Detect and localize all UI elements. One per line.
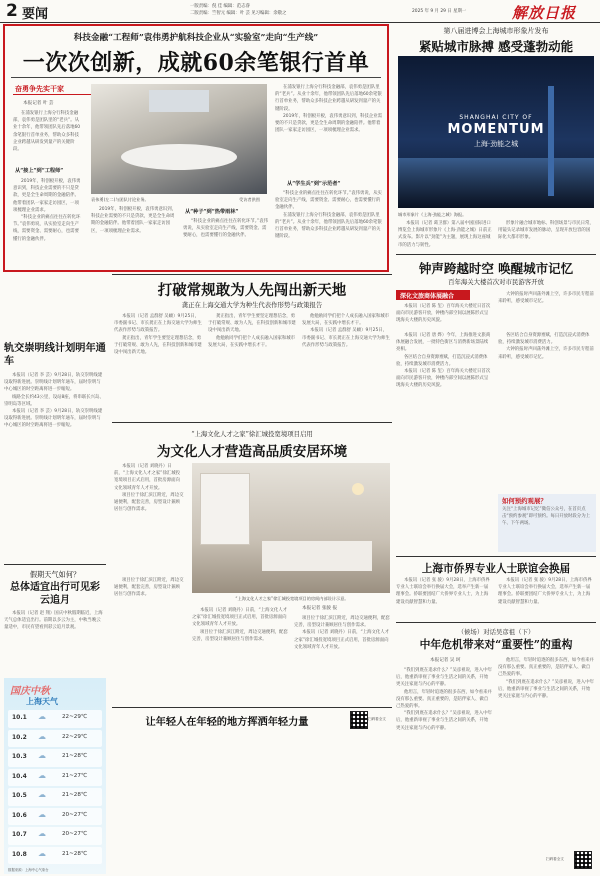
interview-story [396,622,596,875]
forecast-row [8,769,102,787]
poster-title-line1: SHANGHAI CITY OF [459,114,533,121]
weather-q-body: 本报讯（记者 赵 翔）国庆中秋假期临近，上海天气总体适宜出行。前期以多云为主，中秋当晚云量适中，市民有望看到彩云追月景观。 [4,611,103,631]
talent-body-col-2: 项目位于徐汇滨江附近，周边交通便利，配套完善，房型设计兼顾居住与创作需求。 [114,578,184,598]
interview-headline: 中年危机带来对“重要性”的重构 [419,638,573,651]
forecast-date: 10.5 [12,792,27,799]
forecast-rows [8,710,102,866]
cloud-sun-icon: ☁ [38,809,46,819]
interview-body-col-2: 他坦言，年轻时追逐的很多东西，如今看来并没有那么重要。真正重要的，是陪伴家人、做自己热爱的事。 “我们到底在追求什么？”吴彦祖说，进入中年后，他重新审视了事业与生活之间的关系，开始更关注家庭与内心的平静。 [498,658,594,700]
forecast-range: 21~28℃ [62,850,88,857]
metro-body: 本报讯（记者 李 芸）9月28日，轨交崇明线建设取得新进展。崇明线计划明年通车，届时崇明与中心城区的时空距离将进一步缩短。 线路全长约43公里，设站8座，将串联长兴岛、崇明岛等区域。 本报讯（记者 李 芸）9月28日，轨交崇明线建设取得新进展。崇明线计划明年通车，届时崇明与中心城区的时空距离将进一步缩短。 [4,373,104,429]
lead-photo-credit: 受访者供图 [239,197,260,202]
forecast-range: 21~28℃ [62,792,88,798]
bell-headline: 钟声跨越时空 唤醒城市记忆 [418,261,574,276]
photo-table [121,144,237,170]
pioneer-headline: 打破常规敢为人先闯出新天地 [157,282,347,299]
forecast-panel [4,678,106,874]
poster-title-cn: 上海·劲能之城 [473,140,519,148]
how-to-book-text: 关注“上海城市记忆”微信公众号，在首页点击“预约参观”即可预约。每日开放时段分为上午、下午两场。 [502,507,590,527]
bell-tag-text: 深化文旅商体展融合 [400,293,455,300]
bell-story [396,254,596,331]
momentum-body-col-2: 形象片融合城市地标、科创场景与市民日常，用镜头记录城市发展的脉动，呈现开放包容的国际化大都市形象。 [498,221,594,241]
window-shape [200,473,250,545]
forecast-range: 22~29℃ [62,733,88,740]
lead-headline: 一次次创新，成就60余笔银行首单 [22,50,370,76]
momentum-poster [398,56,594,208]
poster-title-line2: MOMENTUM [447,122,545,137]
youth-qr-code[interactable] [350,711,368,729]
bell-deck: 百年海关大楼首次对市民游客开放 [448,278,544,286]
interview-body-col-1: “我们到底在追求什么？”吴彦祖说，进入中年后，他重新审视了事业与生活之间的关系，开始更关注家庭与内心的平静。 他坦言，年轻时追逐的很多东西，如今看来并没有那么重要。真正重要的，是陪伴家人、做自己热爱的事。 “我们到底在追求什么？”吴彦祖说，进入中年后，他重新审视了事业与生活之间的关系，开始更关注家庭与内心的平静。 [396,668,492,731]
youth-qr-label: 扫码看全文 [368,717,386,721]
cloud-sun-icon: ☁ [38,751,46,760]
talent-byline: 本报记者 张骏 报 [302,606,338,611]
talent-body-col-3: 本报讯（记者 刘晓丹）日前，“上海文化人才之家”徐汇城投宽境项目正式启用，首批房源面向文化领域青年人才开放。 项目位于徐汇滨江附近，周边交通便利，配套完善，房型设计兼顾居住与创作需求。 [192,608,288,642]
youth-headline: 让年轻人在年轻的地方挥洒年轻力量 [145,716,309,728]
forecast-row [8,730,102,748]
page-number: 2 [6,1,18,21]
lead-subhead-2: 从“种子”到“热带雨林” [185,209,239,215]
momentum-story [396,24,596,254]
overseas-body-col-1: 本报讯（记者 张 骏）9月28日，上海市侨界专业人士联谊会举行换届大会，选举产生新一届理事会。侨联要团结广大侨界专业人士，为上海建设贡献智慧和力量。 [396,578,490,605]
overseas-body-col-2: 本报讯（记者 张 骏）9月28日，上海市侨界专业人士联谊会举行换届大会，选举产生新一届理事会。侨联要团结广大侨界专业人士，为上海建设贡献智慧和力量。 [498,578,592,605]
momentum-headline: 紧贴城市脉搏 感受蓬勃动能 [418,39,574,54]
forecast-row [8,808,102,826]
lamp-shape [352,483,364,495]
metro-headline: 轨交崇明线计划明年通车 [4,342,106,367]
momentum-caption: 城市形象片《上海·劲能之城》海报。 [398,212,467,217]
bed-shape [262,541,372,571]
forecast-date: 10.8 [12,850,27,858]
cloud-sun-icon: ☁ [38,848,46,858]
pioneer-body-col-3: 他勉励同学们把个人成长融入国家和城市发展大局，在实践中增长才干。 本报讯（记者 孟群舒 吴頔）9月25日，市委副书记、市长龚正在上海交通大学为师生代表作形势与政策报告。 [302,314,390,348]
forecast-row [8,788,102,806]
talent-caption: “上海文化人才之家”徐汇城投宽境项目的房间内部设计示意。 [235,596,349,601]
left-sidebar [4,274,106,874]
forecast-range: 20~27℃ [62,811,88,818]
lead-subhead-3: 从“学生兵”到“示范者” [287,181,341,187]
interview-kicker: （候场）对话吴彦祖（下） [457,628,535,636]
talent-headline: 为文化人才营造高品质安居环境 [156,444,348,460]
linjia-body-col-2: 各区结合自身资源禀赋，打造沉浸式消费体验，持续激发城市消费活力。 大钟的报时声回荡外滩上空，许多市民专程前来聆听，感受城市记忆。 [498,333,594,360]
section-name: 要闻 [22,7,49,22]
skyline-shape [398,158,594,208]
linjia-body-col-1: 本报讯（记者 唐 烨）今年，上海推进文旅商体展融合发展，一批特色街区与消费新场景陆续亮相。 各区结合自身资源禀赋，打造沉浸式消费体验，持续激发城市消费活力。 本报讯（记者 陈 玺）百年海关大楼近日首次面向市民游客开放，钟楼内部空间以展陈形式呈现海关大楼的历史风貌。 [396,333,491,389]
editor-line-2: 二版责编：竺智元 编辑：叶 芸 见习编辑：余敬之 [190,11,287,16]
forecast-range: 20~27℃ [62,831,88,837]
forecast-date: 10.6 [12,811,27,819]
forecast-row [8,827,102,845]
cloud-sun-icon: ☁ [38,790,46,799]
forecast-footer: 数据来源：上海中心气象台 [8,868,49,872]
lead-kicker: 科技金融“工程师”袁伟勇护航科技企业从“实验室”走向“生产线” [73,33,319,43]
lead-photo [91,84,267,194]
lead-subhead-1: 从“接上”到“工程师” [15,168,64,174]
momentum-body-col-1: 本报讯（记者 葛卫群）第八届中国国际进口博览会上海城市形象片《上海·劲能之城》日前正式发布。影片以“劲能”为主题，展现上海这座城市的活力与韧性。 [398,221,492,248]
talent-story [112,422,392,851]
overseas-headline: 上海市侨界专业人士联谊会换届 [421,563,571,575]
talent-body-col-4: 项目位于徐汇滨江附近，周边交通便利，配套完善，房型设计兼顾居住与创作需求。 本报讯（记者 刘晓丹）日前，“上海文化人才之家”徐汇城投宽境项目正式启用，首批房源面向文化领域青年人才开放。 [294,616,390,650]
interview-qr-label: 扫码看全文 [546,857,564,861]
interview-byline: 本报记者 吴 珂 [430,658,461,663]
forecast-date: 10.7 [12,831,27,838]
issue-date: 2025 年 9 月 29 日 星期一 [412,9,467,14]
lead-photo-caption: 袁伟勇(左二)与团队讨论业务。 [91,197,149,202]
forecast-date: 10.4 [12,772,27,780]
column-underline [13,94,93,95]
lead-body-col-1b: 2019年，科创板开板，袁伟勇意识到，科技企业需要的不只是贷款，更是全生命周期的金融陪伴。他带着团队一家家走访园区，一项项梳理企业需求。 “科技企业的痛点往往在转化环节。”袁伟勇说，从实验室走向生产线，需要资金、需要耐心，也需要懂行的金融伙伴。 [13,179,81,242]
lead-body-col-2: 2019年，科创板开板，袁伟勇意识到，科技企业需要的不只是贷款，更是全生命周期的金融陪伴。他带着团队一家家走访园区，一项项梳理企业需求。 [91,207,177,234]
pioneer-body-col-2: 龚正指出，青年学生要坚定理想信念，勇于打破常规、敢为人先，在科技创新和城市建设中闯出新天地。 他勉励同学们把个人成长融入国家和城市发展大局，在实践中增长才干。 [208,314,296,348]
forecast-date: 10.1 [12,714,27,721]
newspaper-logo: 解放日报 [512,4,577,22]
pioneer-body-col-1: 本报讯（记者 孟群舒 吴頔）9月25日，市委副书记、市长龚正在上海交通大学为师生代表作形势与政策报告。 龚正指出，青年学生要坚定理想信念，勇于打破常规、敢为人先，在科技创新和城市建设中闯出新天地。 [114,314,202,356]
weather-q-headline-2: 总体适宜出行可见彩云追月 [10,582,100,606]
cloud-sun-icon: ☁ [38,829,46,838]
editor-line-1: 一版责编：倪 佳 编辑：范志睿 [190,4,250,9]
lead-byline: 本报记者 叶 芸 [23,101,54,106]
forecast-row [8,847,102,865]
forecast-brand: 国庆中秋 [10,686,50,697]
forecast-range: 21~27℃ [62,772,88,779]
youth-rule [112,707,392,708]
momentum-kicker: 第八届进博会上海城市形象片发布 [443,27,549,35]
forecast-range: 21~28℃ [62,753,88,759]
how-to-book-box [498,494,596,552]
overseas-story [396,556,596,621]
forecast-range: 22~29℃ [62,714,88,720]
lead-body-col-5: “科技企业的痛点往往在转化环节。”袁伟勇说，从实验室走向生产线，需要资金、需要耐心，也需要懂行的金融伙伴。 在浦发银行上海分行科技金融部，袁伟勇是团队里的“老兵”。从业十余年，他带领团队先后落地60余笔银行首单业务，帮助众多科技企业跨越从研发到量产的关键阶段。 [275,191,382,240]
weather-q-headline: 假期天气如何？ [29,570,81,579]
cloud-sun-icon: ☁ [38,770,46,780]
forecast-title: 上海天气 [26,696,58,706]
cloud-sun-icon: ☁ [38,731,46,741]
lead-body-col-4: 在浦发银行上海分行科技金融部，袁伟勇是团队里的“老兵”。从业十余年，他带领团队先后落地60余笔银行首单业务，帮助众多科技企业跨越从研发到量产的关键阶段。 2019年，科创板开板，袁伟勇意识到，科技企业需要的不只是贷款，更是全生命周期的金融陪伴。他带着团队一家家走访园区，一项项梳理企业需求。 [275,85,382,134]
forecast-date: 10.3 [12,753,27,760]
talent-kicker: “上海文化人才之家”徐汇城投宽境项目启用 [191,430,313,438]
bell-body-col-2: 大钟的报时声回荡外滩上空，许多市民专程前来聆听，感受城市记忆。 [498,292,594,305]
pioneer-story [112,274,392,421]
cloud-sun-icon: ☁ [38,712,46,721]
column-label: 奋勇争先实干家 [15,84,64,93]
lead-body-col-3: “科技企业的痛点往往在转化环节。”袁伟勇说，从实验室走向生产线，需要资金、需要耐心，也需要懂行的金融伙伴。 [183,219,268,239]
lead-body-col-1: 在浦发银行上海分行科技金融部，袁伟勇是团队里的“老兵”。从业十余年，他带领团队先后落地60余笔银行首单业务，帮助众多科技企业跨越从研发到量产的关键阶段。 [13,111,81,153]
lead-rule [11,77,381,78]
photo-screen [149,90,209,112]
pioneer-deck: 龚正在上海交通大学为种生代表作形势与政策报告 [181,301,323,309]
talent-body-col-1: 本报讯（记者 刘晓丹）日前，“上海文化人才之家”徐汇城投宽境项目正式启用，首批房源面向文化领域青年人才开放。 项目位于徐汇滨江附近，周边交通便利，配套完善，房型设计兼顾居住与创作需求。 [114,464,184,513]
interview-qr-code[interactable] [574,851,592,869]
forecast-row [8,710,102,728]
how-to-book-title: 如何预约观展？ [502,497,547,505]
bell-tag [396,290,470,300]
forecast-row [8,749,102,767]
forecast-date: 10.2 [12,733,27,741]
sidebar-rule [4,564,106,565]
lead-story-box [3,24,389,272]
talent-photo [192,463,390,593]
masthead [0,0,600,23]
bell-body-col-1: 本报讯（记者 陈 玺）百年海关大楼近日首次面向市民游客开放，钟楼内部空间以展陈形式呈现海关大楼的历史风貌。 [396,304,491,324]
